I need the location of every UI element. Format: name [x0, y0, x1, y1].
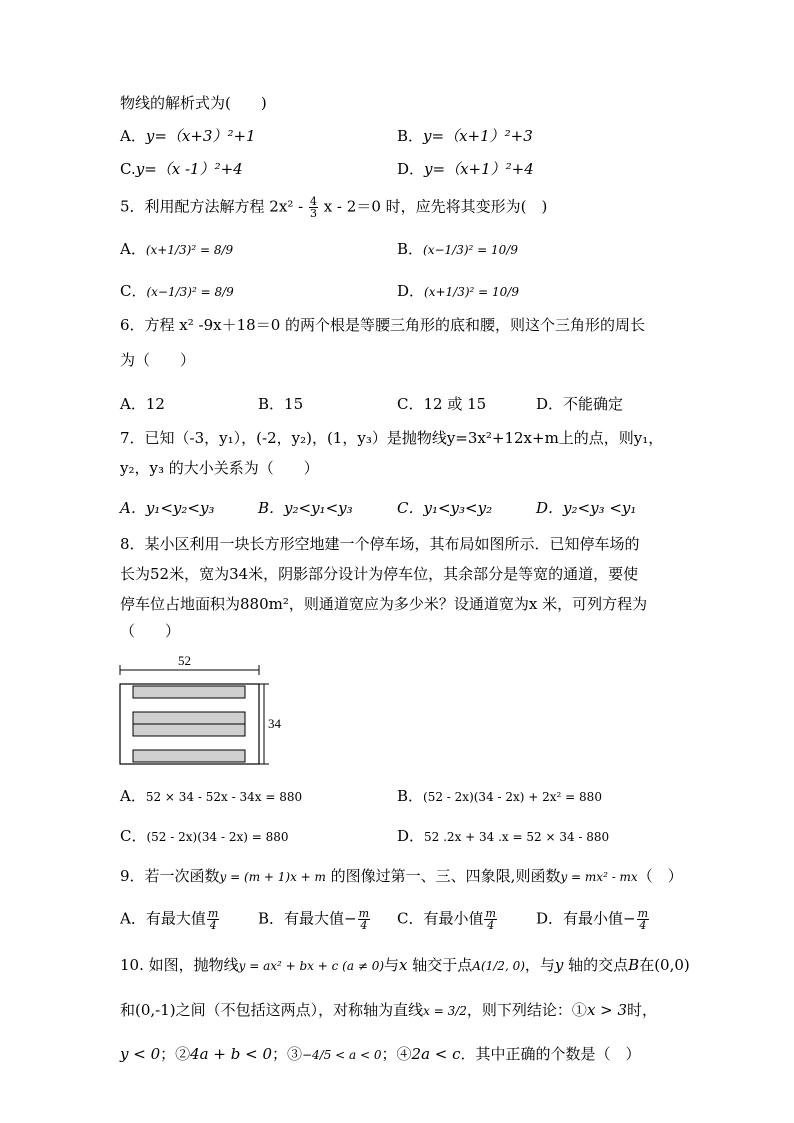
- q8-option-c: C．(52 - 2x)(34 - 2x) = 880: [120, 827, 289, 845]
- q6-option-a: A．12: [120, 395, 165, 413]
- q7-option-c: C．y₁<y₃<y₂: [397, 499, 493, 517]
- q5-stem: 5．利用配方法解方程 2x² - $\frac{4}{3}$ x - 2＝0 时，应先将其变形为( ): [120, 195, 548, 220]
- q5-fraction: $\frac{4}{3}$: [309, 195, 317, 220]
- q6-line2: 为（ ）: [120, 351, 196, 369]
- q8-line3: 停车位占地面积为880m²，则通道宽应为多少米？设通道宽为x 米，可列方程为: [120, 595, 648, 613]
- parking-stalls-bottom: [133, 750, 245, 762]
- q7-option-d: D．y₂<y₃ <y₁: [536, 499, 637, 517]
- q9-option-a: A．有最大值 $\frac{m}{4}$: [120, 907, 219, 932]
- q10-line2: 和(0,-1)之间（不包括这两点），对称轴为直线x = 3/2，则下列结论：①x > 3时，: [120, 1001, 658, 1019]
- q7-line2: y₂，y₃ 的大小关系为（ ）: [120, 459, 319, 477]
- q6-option-d: D．不能确定: [536, 395, 624, 413]
- q7-option-a: A．y₁<y₂<y₃: [120, 499, 215, 517]
- q4-stem: 物线的解析式为( ): [120, 94, 267, 112]
- q5-option-a: A．(x+1/3)² = 8/9: [120, 240, 234, 258]
- q4-option-b: B．y=（x+1）²+3: [397, 127, 533, 145]
- q9-stem: 9．若一次函数y = (m + 1)x + m 的图像过第一、三、四象限,则函数y = mx² - mx（ ）: [120, 867, 683, 885]
- q8-option-a: A．52 × 34 - 52x - 34x = 880: [120, 787, 303, 805]
- parking-stalls-middle-a: [133, 712, 245, 724]
- q10-line3: y < 0；②4a + b < 0；③−4/5 < a < 0；④2a < c．其中正确的个数是（ ）: [120, 1045, 641, 1063]
- q9-option-d: D．有最小值− $\frac{m}{4}$: [536, 907, 649, 932]
- q7-option-b: B．y₂<y₁<y₃: [258, 499, 353, 517]
- parking-stalls-top: [133, 686, 245, 698]
- q5-option-b: B．(x−1/3)² = 10/9: [397, 240, 518, 258]
- q6-option-c: C．12 或 15: [397, 395, 487, 413]
- q6-option-b: B．15: [258, 395, 304, 413]
- q9-option-b: B．有最大值− $\frac{m}{4}$: [258, 907, 370, 932]
- q8-option-d: D．52 .2x + 34 .x = 52 × 34 - 880: [397, 827, 610, 845]
- q4-option-a: A．y=（x+3）²+1: [120, 127, 256, 145]
- q7-line1: 7．已知（-3，y₁），(-2，y₂)，(1，y₃）是抛物线y=3x²+12x+m上的点，则y₁，: [120, 429, 664, 447]
- parking-stalls-middle-b: [133, 724, 245, 736]
- q4-option-d: D．y=（x+1）²+4: [397, 160, 534, 178]
- parking-lot-outline: [120, 684, 259, 764]
- q8-option-b: B．(52 - 2x)(34 - 2x) + 2x² = 880: [397, 787, 602, 805]
- q5-option-c: C．(x−1/3)² = 8/9: [120, 282, 234, 300]
- q9-option-c: C．有最小值 $\frac{m}{4}$: [397, 907, 496, 932]
- q4-option-c: C.y=（x -1）²+4: [120, 160, 243, 178]
- width-label: 34: [268, 716, 281, 731]
- q8-line4: （ ）: [120, 622, 181, 640]
- q5-option-d: D．(x+1/3)² = 10/9: [397, 282, 519, 300]
- q8-line2: 长为52米，宽为34米，阴影部分设计为停车位，其余部分是等宽的通道，要使: [120, 565, 639, 583]
- q8-line1: 8．某小区利用一块长方形空地建一个停车场，其布局如图所示．已知停车场的: [120, 535, 640, 553]
- length-label: 52: [178, 653, 191, 668]
- q10-line1: 10. 如图，抛物线y = ax² + bx + c (a ≠ 0)与x 轴交于点A(1/2, 0)，与y 轴的交点B在(0,0): [120, 956, 690, 974]
- q6-line1: 6．方程 x² -9x＋18＝0 的两个根是等腰三角形的底和腰，则这个三角形的周长: [120, 316, 646, 334]
